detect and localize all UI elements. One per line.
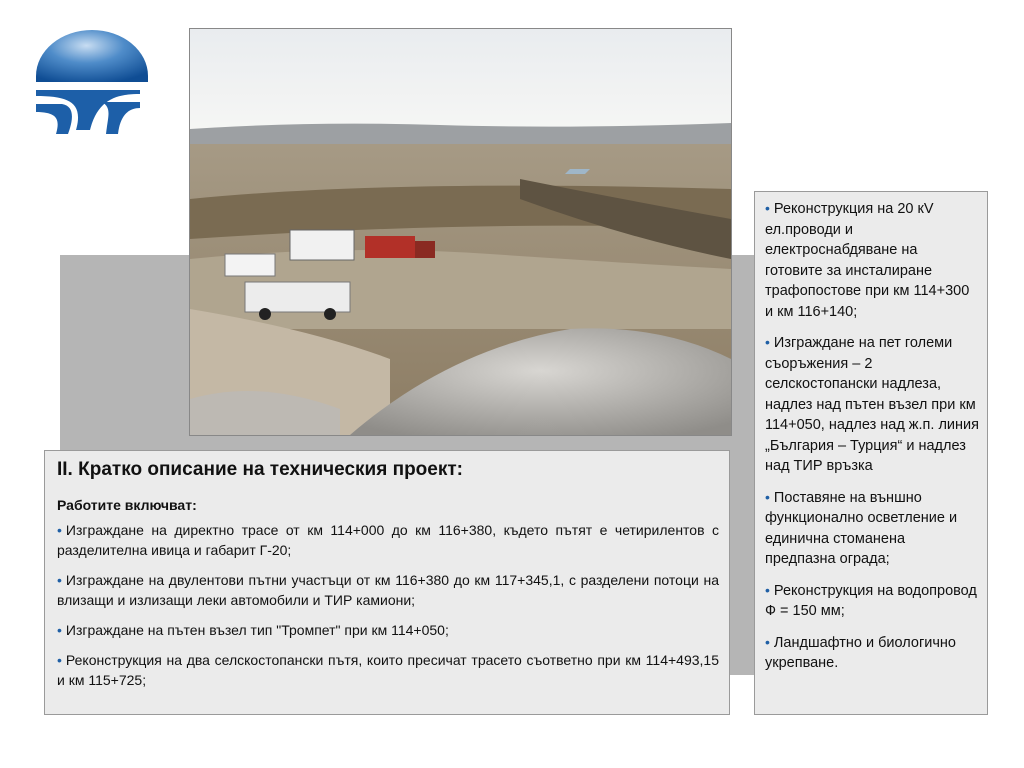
works-list	[57, 520, 719, 690]
list-item-text: Изграждане на директно трасе от км 114+000 до км 116+380, където пътят е четирилентов с разделителна ивица и габарит Г-20;	[57, 522, 719, 558]
additional-works-panel	[754, 191, 988, 715]
list-item-text: Изграждане на двулентови пътни участъци от км 116+380 до км 117+345,1, с разделени потоци на влизащи и излизащи леки автомобили и ТИР камиони;	[57, 572, 719, 608]
list-item-text: Ландшафтно и биологично укрепване.	[765, 634, 956, 671]
section-title: II. Кратко описание на техническия проект:	[57, 459, 463, 480]
bullet-icon: •	[57, 622, 62, 638]
bullet-icon: •	[765, 334, 770, 350]
project-description-panel	[44, 450, 730, 715]
bullet-icon: •	[765, 633, 770, 650]
list-item	[57, 520, 719, 560]
list-item-text: Изграждане на пътен възел тип "Тромпет" при км 114+050;	[65, 622, 449, 638]
list-item	[57, 650, 719, 690]
bullet-icon: •	[57, 652, 62, 668]
list-item	[765, 487, 979, 570]
bullet-icon: •	[57, 572, 62, 588]
list-item-text: Изграждане на пет големи съоръжения – 2 селскостопански надлеза, надлез над пътен възел при км 114+050, надлез над ж.п. линия „България – Турция“ и надлез над ТИР връзка	[765, 335, 979, 474]
bullet-icon: •	[765, 200, 770, 216]
list-item	[765, 580, 979, 622]
list-item	[765, 632, 979, 674]
list-item	[57, 620, 719, 640]
list-item-text: Реконструкция на водопровод Ф = 150 мм;	[765, 582, 977, 619]
list-item-text: Реконструкция на 20 кV ел.проводи и електроснабдяване на готовите за инсталиране трафопостове при км 114+300 и км 116+140;	[765, 201, 970, 320]
list-item-text: Реконструкция на два селскостопански пътя, които пресичат трасето съответно при км 114+493,15 и км 115+725;	[57, 652, 719, 688]
bullet-icon: •	[765, 488, 770, 505]
list-item	[765, 198, 979, 322]
works-subtitle: Работите включват:	[57, 497, 197, 513]
list-item	[57, 570, 719, 610]
bullet-icon: •	[765, 581, 770, 598]
list-item-text: Поставяне на външно функционално осветление и единична стоманена предпазна ограда;	[765, 489, 958, 567]
bullet-icon: •	[57, 522, 62, 538]
company-logo-icon	[28, 30, 150, 138]
list-item	[765, 332, 979, 477]
construction-site-photo	[189, 28, 732, 436]
additional-works-list	[765, 198, 979, 674]
